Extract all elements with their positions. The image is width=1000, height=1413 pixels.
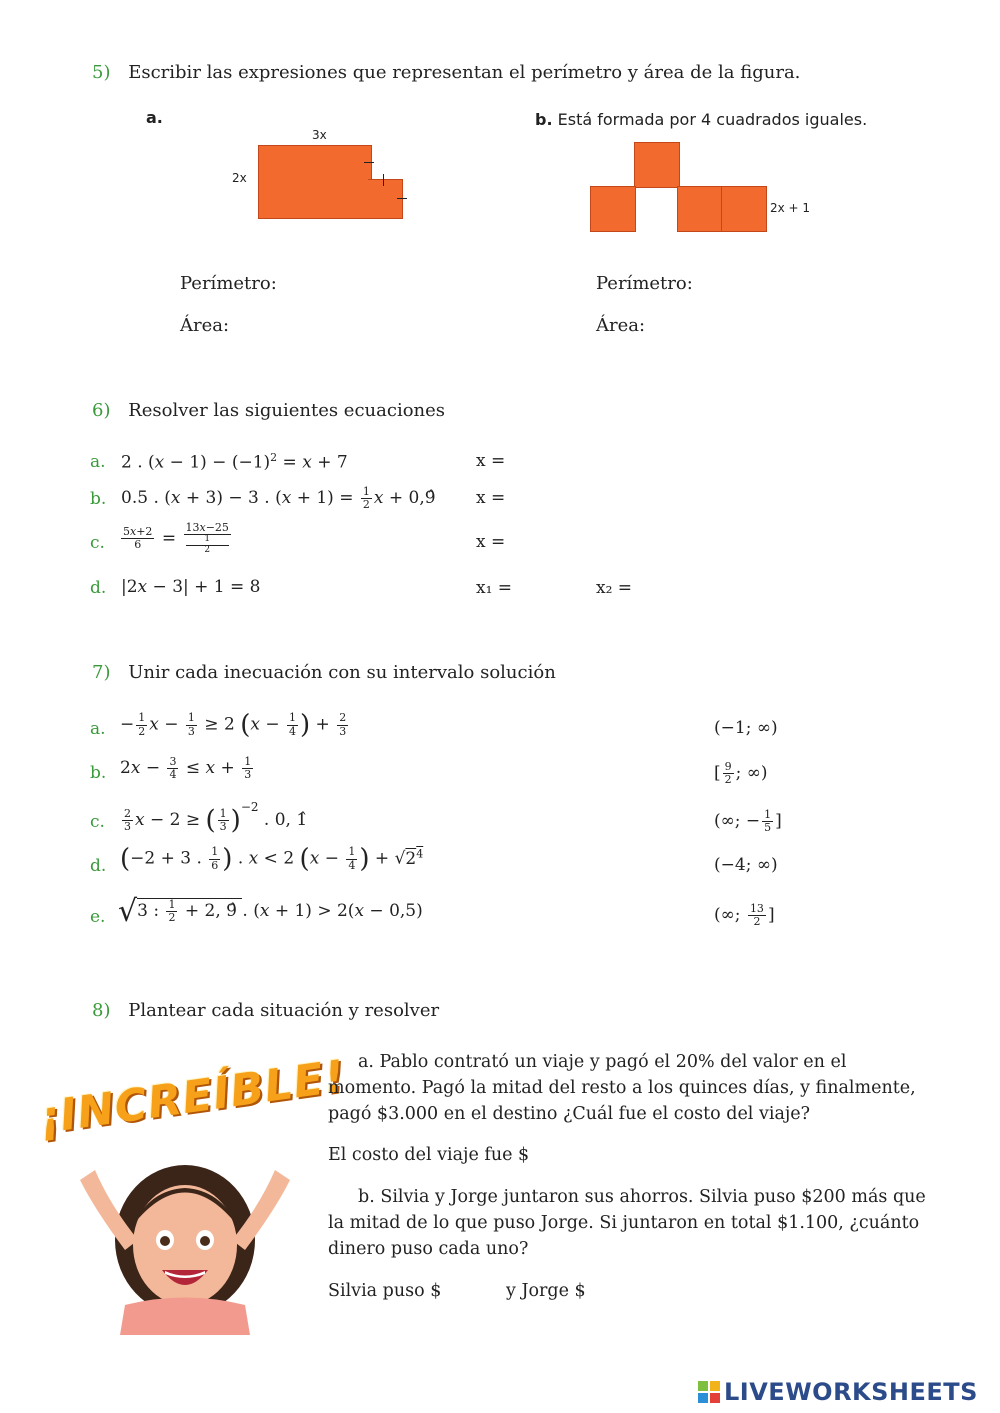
q7-title: Unir cada inecuación con su intervalo solución: [128, 662, 556, 683]
fig-a-letter: a.: [146, 108, 163, 127]
q8-answer-b2[interactable]: y Jorge $: [506, 1281, 586, 1301]
q7-interval-4[interactable]: (−4; ∞): [714, 855, 778, 875]
fig-b-square: [721, 186, 767, 232]
q6-equation-c: $\frac{5x+2}{6}$ = 13x−25 1 2: [123, 521, 229, 555]
q7-inequation-d[interactable]: (−2 + 3 . $\frac{1}{6}$ ) . x < 2 (x − $\frac{1}{4}$ ) + $√2^4$: [120, 844, 424, 874]
fig-b-square: [677, 186, 723, 232]
q7-interval-2[interactable]: [ $\frac{9}{2}$ ; ∞): [714, 760, 768, 787]
q7-inequation-a[interactable]: − $\frac{1}{2}$ x − $\frac{1}{3}$ ≥ 2 (x − $\frac{1}{4}$ ) + $\frac{2}{3}$: [120, 710, 347, 740]
q6-number: 6): [92, 400, 111, 421]
q5-title: Escribir las expresiones que representan el perímetro y área de la figura.: [128, 62, 801, 83]
sticker-text: ¡INCREÍBLE!: [35, 1050, 349, 1145]
q6-answer-d1[interactable]: x₁ =: [476, 578, 513, 598]
liveworksheets-logo-icon: [698, 1381, 720, 1403]
fig-b-side-label: 2x + 1: [770, 201, 811, 215]
q6-answer-c[interactable]: x =: [476, 532, 506, 552]
perimetro-b: Perímetro:: [596, 273, 693, 294]
q7-label-c: c.: [90, 812, 105, 832]
q8-problem-b: b. Silvia y Jorge juntaron sus ahorros. Silvia puso $200 más que la mitad de lo que puso Jorge. Si juntaron en total $1.100, ¿cuánto dinero puso cada uno?: [328, 1187, 926, 1259]
q6-equation-a: 2 . $(x - 1) - (-1)^2 = x + 7$: [121, 451, 348, 473]
liveworksheets-logo-text[interactable]: LIVEWORKSHEETS: [724, 1378, 978, 1406]
q6-equation-d: |2x − 3| + 1 = 8: [121, 577, 261, 597]
fig-a-tick: [383, 174, 384, 186]
q6-label-d: d.: [90, 578, 107, 598]
q6-heading: [92, 400, 445, 421]
q8-problem-a: a. Pablo contrató un viaje y pagó el 20% del valor en el momento. Pagó la mitad del resto a los quinces días, y finalmente, pagó $3.000 en el destino ¿Cuál fue el costo del viaje?: [328, 1052, 916, 1124]
q7-inequation-c[interactable]: $\frac{2}{3}$ x − 2 ≥ ( $\frac{1}{3}$ )$^{-2}$ . 0, 1̂: [124, 800, 308, 836]
q6-answer-b[interactable]: x =: [476, 488, 506, 508]
q5-number: 5): [92, 62, 111, 83]
avatar-image: [70, 1140, 300, 1335]
q7-label-e: e.: [90, 907, 106, 927]
fig-a-side-label: 2x: [232, 171, 247, 185]
fig-b-caption: Está formada por 4 cuadrados iguales.: [557, 110, 868, 129]
q7-heading: [92, 662, 556, 683]
q7-inequation-e[interactable]: √3 : $\frac{1}{2}$ + 2, 9̂ . (x + 1) > 2(x − 0,5): [118, 894, 423, 929]
fig-b-square: [634, 142, 680, 188]
q7-interval-1[interactable]: (−1; ∞): [714, 718, 778, 738]
q8-heading: [92, 1000, 439, 1021]
q7-label-b: b.: [90, 763, 107, 783]
q8-answer-a[interactable]: El costo del viaje fue $: [328, 1145, 530, 1165]
fig-b-caption-line: [535, 110, 867, 129]
fig-b-letter: b.: [535, 110, 553, 129]
q7-interval-3[interactable]: (∞; − $\frac{1}{5}$ ]: [714, 808, 782, 835]
q8-number: 8): [92, 1000, 111, 1021]
q7-number: 7): [92, 662, 111, 683]
q7-inequation-b[interactable]: 2x − $\frac{3}{4}$ ≤ x + $\frac{1}{3}$: [120, 755, 252, 782]
fig-a-rect-main: [258, 145, 372, 219]
fig-a-rect-step: [368, 179, 403, 219]
q6-answer-d2[interactable]: x₂ =: [596, 578, 633, 598]
q7-label-d: d.: [90, 856, 107, 876]
q8-answer-b1[interactable]: Silvia puso $: [328, 1281, 442, 1301]
q6-title: Resolver las siguientes ecuaciones: [128, 400, 446, 421]
q7-interval-5[interactable]: (∞; $\frac{13}{2}$ ]: [714, 902, 775, 929]
q8-title: Plantear cada situación y resolver: [128, 1000, 440, 1021]
area-a: Área:: [180, 315, 230, 336]
perimetro-a: Perímetro:: [180, 273, 277, 294]
fig-a-tick: [397, 198, 407, 199]
q6-label-c: c.: [90, 533, 105, 553]
area-b: Área:: [596, 315, 646, 336]
q6-equation-b: 0.5 . (x + 3) − 3 . (x + 1) = $\frac{1}{2}$ x + 0,9̂: [121, 485, 436, 512]
q6-label-a: a.: [90, 452, 106, 472]
fig-a-tick: [364, 162, 374, 163]
fig-a-top-label: 3x: [312, 128, 327, 142]
q7-label-a: a.: [90, 719, 106, 739]
fig-b-square: [590, 186, 636, 232]
q6-label-b: b.: [90, 489, 107, 509]
q6-answer-a[interactable]: x =: [476, 451, 506, 471]
q5-heading: [92, 62, 800, 83]
